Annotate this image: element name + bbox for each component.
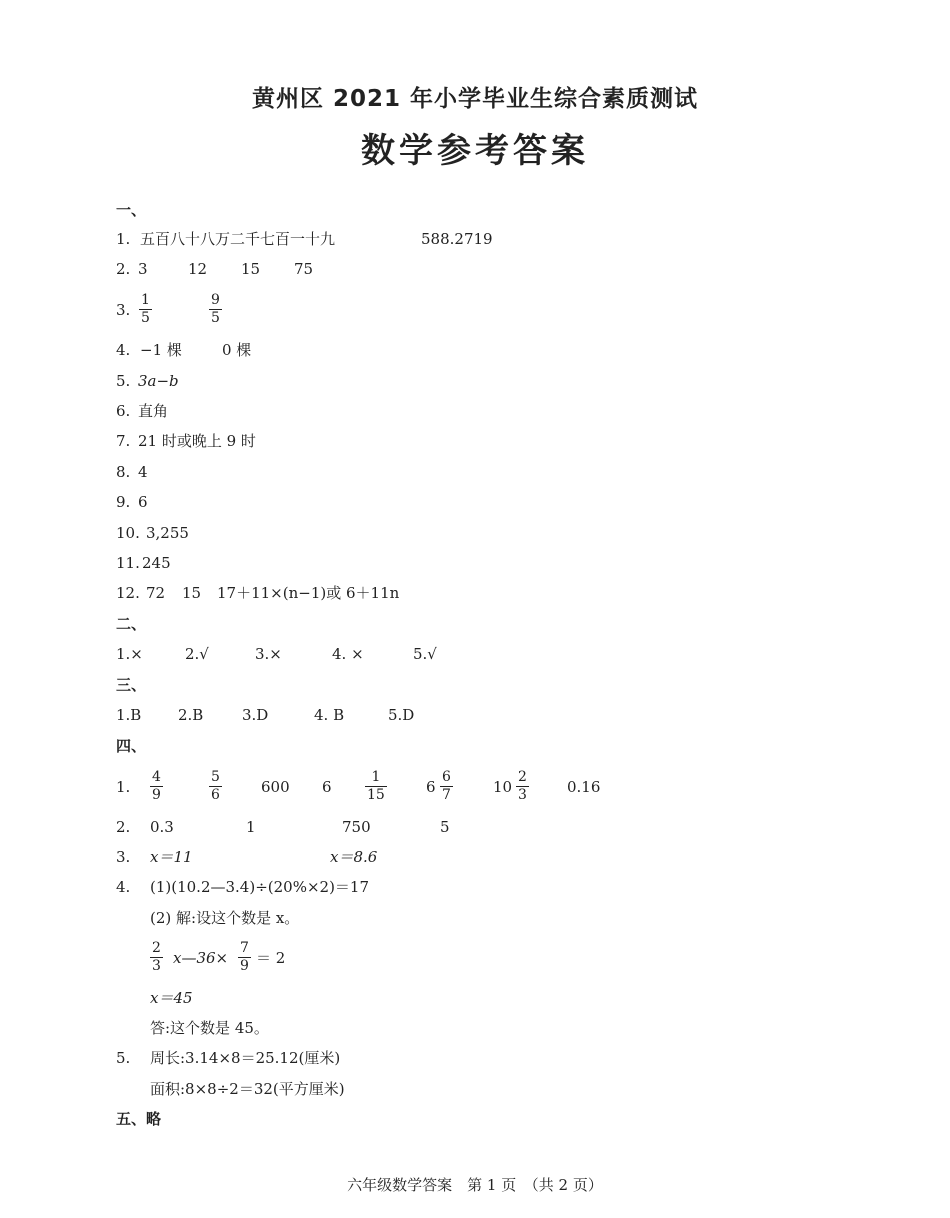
s4-q1-value-016: 0.16 xyxy=(567,778,601,796)
s4-q2-answer-d: 5 xyxy=(440,818,450,836)
s4-q4-eq-middle: x—36× xyxy=(173,949,229,967)
s1-q11-answer: 245 xyxy=(142,554,171,572)
s4-q4-eq-fraction-2-3 xyxy=(150,941,163,973)
s1-q8-number: 8. xyxy=(116,463,131,481)
numerator: 1 xyxy=(371,769,381,785)
s1-q2-answer-a: 3 xyxy=(138,260,148,278)
s1-q10-answer: 3,255 xyxy=(146,524,189,542)
denominator: 7 xyxy=(442,786,451,803)
numerator: 5 xyxy=(211,769,220,785)
s1-q4-answer-b: 0 棵 xyxy=(222,341,252,359)
denominator: 9 xyxy=(152,786,161,803)
s3-answer-5: 5.D xyxy=(388,706,415,724)
s2-answer-2: 2.√ xyxy=(185,645,209,663)
s1-q4-answer-a: −1 棵 xyxy=(140,341,182,359)
s2-answer-5: 5.√ xyxy=(413,645,437,663)
s1-q12-number: 12. xyxy=(116,584,140,602)
s1-q3-number: 3. xyxy=(116,301,131,319)
numerator: 9 xyxy=(211,292,220,308)
s3-answer-4: 4. B xyxy=(314,706,345,724)
s1-q1-number: 1. xyxy=(116,230,131,248)
s1-q8-answer: 4 xyxy=(138,463,148,481)
s1-q5-number: 5. xyxy=(116,372,131,390)
s4-q1-fraction-4-9 xyxy=(150,770,163,802)
s4-q1-fraction-5-6 xyxy=(209,770,222,802)
s3-answer-3: 3.D xyxy=(242,706,269,724)
section-3-heading: 三、 xyxy=(116,676,147,694)
s4-q4-part-2: (2) 解:设这个数是 x。 xyxy=(150,909,300,927)
s1-q6-number: 6. xyxy=(116,402,131,420)
s4-q1-mixed-2-fraction xyxy=(516,770,529,802)
s1-q10-number: 10. xyxy=(116,524,140,542)
denominator: 9 xyxy=(240,957,249,974)
s4-q3-answer-b: x＝8.6 xyxy=(330,848,378,866)
denominator: 15 xyxy=(367,786,385,803)
numerator: 2 xyxy=(518,769,527,785)
s1-q2-answer-c: 15 xyxy=(241,260,261,278)
s4-q2-answer-c: 750 xyxy=(342,818,371,836)
s4-q5-perimeter: 周长:3.14×8＝25.12(厘米) xyxy=(150,1049,341,1067)
s2-answer-3: 3.× xyxy=(255,645,282,663)
s4-q3-number: 3. xyxy=(116,848,131,866)
denominator: 3 xyxy=(518,786,527,803)
answer-key-title: 数学参考答案 xyxy=(361,131,589,171)
section-4-heading: 四、 xyxy=(116,737,147,755)
s3-answer-1: 1.B xyxy=(116,706,142,724)
s4-q1-mixed-1-whole: 6 xyxy=(426,778,436,796)
s4-q1-number: 1. xyxy=(116,778,131,796)
s1-q5-answer: 3a−b xyxy=(138,372,179,390)
s2-answer-4: 4. × xyxy=(332,645,364,663)
s4-q1-fraction-1-15 xyxy=(365,770,387,802)
s1-q11-number: 11. xyxy=(116,554,140,572)
s4-q4-eq-end: ＝ 2 xyxy=(256,949,286,967)
s1-q3-fraction-1 xyxy=(139,293,152,325)
denominator: 6 xyxy=(211,786,220,803)
s4-q4-number: 4. xyxy=(116,878,131,896)
s4-q2-answer-b: 1 xyxy=(246,818,256,836)
s1-q7-answer: 21 时或晚上 9 时 xyxy=(138,432,256,450)
s2-answer-1: 1.× xyxy=(116,645,143,663)
s1-q6-answer: 直角 xyxy=(138,402,169,420)
denominator: 3 xyxy=(152,957,161,974)
numerator: 1 xyxy=(141,292,150,308)
numerator: 6 xyxy=(442,769,451,785)
s4-q5-number: 5. xyxy=(116,1049,131,1067)
s1-q4-number: 4. xyxy=(116,341,131,359)
s1-q2-answer-d: 75 xyxy=(294,260,314,278)
s4-q4-solution: x＝45 xyxy=(150,989,193,1007)
page-footer: 六年级数学答案 第 1 页 （共 2 页） xyxy=(347,1176,603,1194)
s1-q3-fraction-2 xyxy=(209,293,222,325)
s4-q4-eq-fraction-7-9 xyxy=(238,941,251,973)
numerator: 4 xyxy=(152,769,161,785)
s1-q9-number: 9. xyxy=(116,493,131,511)
s4-q2-answer-a: 0.3 xyxy=(150,818,174,836)
s1-q1-answer-decimal: 588.2719 xyxy=(421,230,493,248)
s4-q1-value-600: 600 xyxy=(261,778,290,796)
s1-q2-answer-b: 12 xyxy=(188,260,208,278)
s1-q12-answer-b: 15 xyxy=(182,584,202,602)
denominator: 5 xyxy=(141,309,150,326)
s4-q1-mixed-2-whole: 10 xyxy=(493,778,513,796)
section-1-heading: 一、 xyxy=(116,201,147,219)
s4-q4-part-1: (1)(10.2—3.4)÷(20%×2)＝17 xyxy=(150,878,370,896)
s4-q5-area: 面积:8×8÷2＝32(平方厘米) xyxy=(150,1080,345,1098)
s3-answer-2: 2.B xyxy=(178,706,204,724)
numerator: 7 xyxy=(240,940,249,956)
section-2-heading: 二、 xyxy=(116,615,147,633)
s1-q12-answer-c: 17＋11×(n−1)或 6＋11n xyxy=(217,584,400,602)
s4-q2-number: 2. xyxy=(116,818,131,836)
s1-q12-answer-a: 72 xyxy=(146,584,166,602)
s1-q7-number: 7. xyxy=(116,432,131,450)
s1-q2-number: 2. xyxy=(116,260,131,278)
section-5-heading: 五、略 xyxy=(116,1110,162,1128)
s4-q3-answer-a: x＝11 xyxy=(150,848,193,866)
numerator: 2 xyxy=(152,940,161,956)
s1-q1-answer-words: 五百八十八万二千七百一十九 xyxy=(140,230,336,248)
s4-q1-mixed-1-fraction xyxy=(440,770,453,802)
denominator: 5 xyxy=(211,309,220,326)
exam-title: 黄州区 2021 年小学毕业生综合素质测试 xyxy=(251,86,699,112)
s4-q1-value-6: 6 xyxy=(322,778,332,796)
s4-q4-answer: 答:这个数是 45。 xyxy=(150,1019,269,1037)
s1-q9-answer: 6 xyxy=(138,493,148,511)
